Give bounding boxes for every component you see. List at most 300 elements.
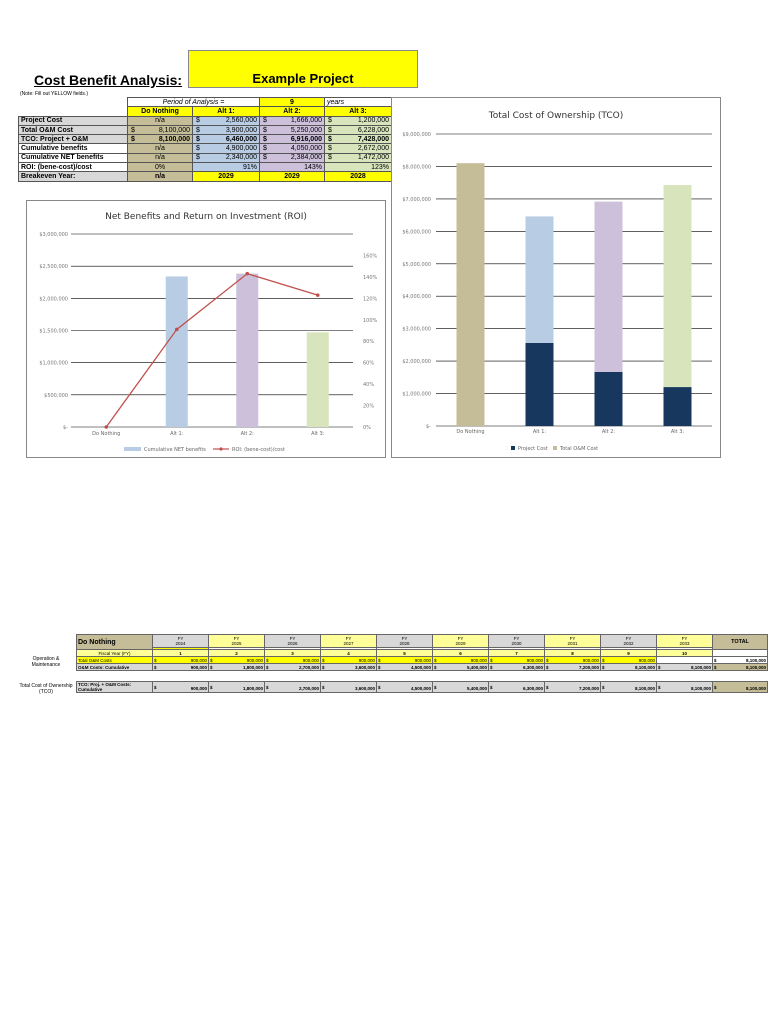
fy-year: 2028	[399, 640, 410, 646]
fy-year: 2033	[679, 640, 690, 646]
fy-year: 2029	[455, 640, 466, 646]
yellow-fields-note: (Note: Fill out YELLOW fields.)	[20, 91, 88, 97]
tco-chart-svg	[392, 98, 720, 457]
fy-header	[545, 635, 601, 648]
legend-label-net-benefits: Cumulative NET benefits	[144, 447, 206, 453]
total-header: TOTAL	[713, 635, 768, 650]
om-amount[interactable]: 900,000	[246, 657, 263, 663]
fy-label: FY	[625, 635, 632, 641]
tco-label-line2: Cumulative	[78, 687, 103, 692]
om-row-label: Total O&M Costs	[77, 657, 153, 664]
roi-point	[245, 272, 249, 276]
om-value	[209, 657, 265, 664]
summary-cell	[193, 153, 260, 162]
tco-amount: 8,100,000	[634, 686, 655, 691]
fy-header	[209, 635, 265, 648]
fiscal-year-value: 1	[153, 650, 209, 657]
summary-cell[interactable]	[193, 144, 260, 153]
fiscal-year-value: 5	[377, 650, 433, 657]
summary-row	[19, 144, 392, 153]
summary-row	[19, 125, 392, 134]
currency-symbol: $	[378, 664, 381, 670]
summary-cell: n/a	[128, 172, 193, 181]
om-amount: 1,800,000	[242, 664, 263, 670]
summary-row-label: Total O&M Cost	[19, 125, 128, 134]
summary-table	[18, 97, 392, 182]
fiscal-year-value: 8	[545, 650, 601, 657]
om-value	[545, 657, 601, 664]
summary-value[interactable]: 4,050,000	[290, 145, 322, 153]
summary-value[interactable]: 5,250,000	[290, 126, 322, 134]
currency-symbol: $	[328, 154, 332, 162]
om-section-label: Operation & Maintenance	[31, 656, 61, 668]
tco-value	[489, 682, 545, 693]
net-benefit-bar	[166, 276, 188, 427]
currency-symbol: $	[266, 664, 269, 670]
fy-header	[153, 635, 209, 648]
summary-cell	[128, 125, 193, 134]
summary-value[interactable]: 2,560,000	[225, 117, 257, 125]
fy-label: FY	[457, 635, 464, 641]
summary-value[interactable]: 2,672,000	[357, 145, 389, 153]
summary-cell	[260, 153, 325, 162]
summary-row	[19, 163, 392, 172]
tco-chart	[391, 97, 721, 458]
om-value	[657, 657, 713, 664]
roi-point	[104, 425, 108, 429]
om-total	[713, 657, 768, 664]
summary-cell: 143%	[260, 163, 325, 172]
x-tick-label: Alt 3:	[670, 429, 685, 435]
fy-label: FY	[569, 635, 576, 641]
currency-symbol: $	[263, 154, 267, 162]
tco-value	[321, 682, 377, 693]
currency-symbol: $	[263, 135, 267, 143]
fy-label: FY	[345, 635, 352, 641]
project-cost-bar	[526, 343, 554, 426]
fy-label: FY	[681, 635, 688, 641]
fiscal-year-blank	[713, 650, 768, 657]
tco-value	[265, 682, 321, 693]
y-tick-label: $2,000,000	[39, 296, 68, 303]
tco-value	[153, 682, 209, 693]
y-tick-label: $2,000,000	[402, 359, 431, 366]
summary-cell[interactable]	[325, 125, 392, 134]
currency-symbol: $	[322, 657, 325, 663]
currency-symbol: $	[328, 126, 332, 134]
currency-symbol: $	[658, 664, 661, 670]
summary-value[interactable]: 3,900,000	[225, 126, 257, 134]
summary-row-label: TCO: Project + O&M	[19, 135, 128, 144]
om-amount[interactable]: 900,000	[190, 657, 207, 663]
fiscal-year-value: 2	[209, 650, 265, 657]
currency-symbol: $	[263, 126, 267, 134]
currency-symbol: $	[328, 145, 332, 153]
tco-amount: 6,300,000	[522, 686, 543, 691]
currency-symbol: $	[154, 657, 157, 663]
tco-amount: 8,100,000	[690, 686, 711, 691]
currency-symbol: $	[490, 664, 493, 670]
om-total	[713, 664, 768, 671]
om-amount: 4,500,000	[410, 664, 431, 670]
project-name-field[interactable]: Example Project	[188, 50, 418, 88]
y-tick-label: $9,000,000	[402, 132, 431, 138]
summary-value: 1,472,000	[357, 154, 389, 162]
tco-row	[77, 682, 768, 693]
om-value	[545, 664, 601, 671]
legend-label-project-cost: Project Cost	[518, 446, 548, 452]
fiscal-year-value: 4	[321, 650, 377, 657]
summary-row-label: Breakeven Year:	[19, 172, 128, 181]
om-row	[77, 657, 768, 664]
om-value	[153, 664, 209, 671]
col-do-nothing[interactable]: Do Nothing	[128, 107, 193, 116]
summary-row	[19, 135, 392, 144]
legend-label-roi: ROI: (bene-cost)/cost	[232, 447, 285, 453]
om-total-amount: 8,100,000	[745, 664, 766, 670]
currency-symbol: $	[322, 664, 325, 670]
currency-symbol: $	[196, 154, 200, 162]
tco-amount: 1,800,000	[242, 686, 263, 691]
currency-symbol: $	[131, 135, 135, 143]
fiscal-year-value: 3	[265, 650, 321, 657]
summary-body	[19, 116, 392, 181]
tco-amount: 4,500,000	[410, 686, 431, 691]
currency-symbol: $	[263, 117, 267, 125]
y-tick-label: $-	[426, 424, 431, 430]
currency-symbol: $	[263, 145, 267, 153]
roi-point	[175, 328, 179, 332]
fy-year: 2031	[567, 640, 578, 646]
om-cost-bar	[526, 216, 554, 343]
currency-symbol: $	[434, 657, 437, 663]
summary-value: 6,460,000	[225, 135, 257, 143]
tco-value	[545, 682, 601, 693]
currency-symbol: $	[196, 145, 200, 153]
om-value	[433, 664, 489, 671]
om-value	[601, 657, 657, 664]
om-amount[interactable]: 900,000	[470, 657, 487, 663]
y2-tick-label: 140%	[363, 274, 378, 281]
fy-header	[489, 635, 545, 648]
currency-symbol: $	[378, 685, 381, 690]
currency-symbol: $	[546, 657, 549, 663]
fy-label: FY	[513, 635, 520, 641]
roi-chart-title: Net Benefits and Return on Investment (ROI)	[105, 212, 307, 222]
om-row	[77, 664, 768, 671]
tco-value	[657, 682, 713, 693]
x-tick-label: Alt 1:	[532, 429, 547, 435]
om-amount: 2,700,000	[298, 664, 319, 670]
currency-symbol: $	[546, 664, 549, 670]
currency-symbol: $	[714, 664, 717, 670]
roi-chart	[26, 200, 386, 458]
om-value	[321, 657, 377, 664]
y2-tick-label: 80%	[363, 339, 375, 346]
tco-value	[433, 682, 489, 693]
summary-value: 6,916,000	[290, 135, 322, 143]
om-value	[433, 657, 489, 664]
legend-swatch-project-cost	[511, 446, 515, 450]
om-value	[153, 657, 209, 664]
legend-label-om-cost: Total O&M Cost	[560, 446, 599, 452]
summary-value[interactable]: 4,900,000	[225, 145, 257, 153]
x-tick-label: Do Nothing	[92, 431, 121, 437]
currency-symbol: $	[210, 657, 213, 663]
currency-symbol: $	[196, 135, 200, 143]
om-value	[601, 664, 657, 671]
summary-cell[interactable]	[325, 144, 392, 153]
summary-row-label: Cumulative benefits	[19, 144, 128, 153]
project-cost-bar	[664, 387, 692, 426]
detail-alt-name: Do Nothing	[77, 635, 153, 650]
fy-year: 2032	[623, 640, 634, 646]
currency-symbol: $	[210, 685, 213, 690]
tco-label-line1: TCO: Proj. + O&M Costs:	[78, 682, 132, 687]
tco-amount: 7,200,000	[578, 686, 599, 691]
currency-symbol: $	[328, 117, 332, 125]
summary-row	[19, 172, 392, 181]
om-amount: 7,200,000	[578, 664, 599, 670]
fy-label: FY	[289, 635, 296, 641]
x-tick-label: Alt 3:	[311, 431, 325, 437]
om-value	[657, 664, 713, 671]
summary-cell: 2029	[193, 172, 260, 181]
summary-cell: 2029	[260, 172, 325, 181]
summary-row	[19, 153, 392, 162]
tco-value	[601, 682, 657, 693]
fy-header	[265, 635, 321, 648]
y2-tick-label: 100%	[363, 317, 378, 324]
y-tick-label: $7,000,000	[402, 196, 431, 203]
x-tick-label: Alt 1:	[170, 431, 184, 437]
currency-symbol: $	[196, 126, 200, 134]
om-value	[377, 657, 433, 664]
summary-cell: n/a	[128, 153, 193, 162]
om-cost-bar	[595, 202, 623, 372]
tco-amount: 2,700,000	[298, 686, 319, 691]
legend-marker-roi	[219, 447, 222, 450]
summary-cell	[193, 135, 260, 144]
currency-symbol: $	[434, 685, 437, 690]
currency-symbol: $	[328, 135, 332, 143]
net-benefit-bar	[236, 274, 258, 427]
fiscal-year-value: 9	[601, 650, 657, 657]
currency-symbol: $	[266, 685, 269, 690]
currency-symbol: $	[378, 657, 381, 663]
tco-section-label: Total Cost of Ownership (TCO)	[19, 683, 73, 695]
summary-row-label: ROI: (bene-cost)/cost	[19, 163, 128, 172]
om-amount: 8,100,000	[634, 664, 655, 670]
summary-row-label: Project Cost	[19, 116, 128, 125]
fy-year: 2025	[231, 640, 242, 646]
legend-swatch-net-benefits	[124, 447, 141, 451]
period-unit: years	[325, 98, 392, 107]
om-amount[interactable]: 900,000	[414, 657, 431, 663]
summary-cell: n/a	[128, 144, 193, 153]
col-alt1[interactable]: Alt 1:	[193, 107, 260, 116]
summary-cell[interactable]	[260, 144, 325, 153]
tco-row-label	[77, 682, 153, 693]
summary-cell: 0%	[128, 163, 193, 172]
fy-year: 2030	[511, 640, 522, 646]
detail-table	[76, 634, 768, 671]
summary-cell	[128, 135, 193, 144]
y2-tick-label: 0%	[363, 425, 371, 431]
om-value	[321, 664, 377, 671]
summary-value[interactable]: 1,666,000	[290, 117, 322, 125]
currency-symbol: $	[602, 657, 605, 663]
fy-header	[601, 635, 657, 648]
y-tick-label: $500,000	[44, 392, 68, 399]
summary-cell: n/a	[128, 116, 193, 125]
fiscal-year-value: 6	[433, 650, 489, 657]
currency-symbol: $	[602, 664, 605, 670]
summary-cell	[325, 135, 392, 144]
summary-cell: 91%	[193, 163, 260, 172]
fy-year: 2027	[343, 640, 354, 646]
summary-value: 2,340,000	[225, 154, 257, 162]
om-amount: 8,100,000	[690, 664, 711, 670]
fiscal-year-label: Fiscal Year (FY)	[77, 650, 153, 657]
x-tick-label: Do Nothing	[456, 429, 485, 435]
y2-tick-label: 20%	[363, 403, 375, 410]
fy-year: 2024	[175, 640, 186, 646]
currency-symbol: $	[210, 664, 213, 670]
y-tick-label: $-	[63, 425, 68, 431]
om-value	[209, 664, 265, 671]
currency-symbol: $	[434, 664, 437, 670]
project-cost-bar	[595, 372, 623, 426]
om-value	[377, 664, 433, 671]
roi-line	[106, 274, 318, 427]
y-tick-label: $4,000,000	[402, 294, 431, 301]
tco-chart-title: Total Cost of Ownership (TCO)	[488, 111, 624, 121]
om-amount: 900,000	[190, 664, 207, 670]
summary-value: 7,428,000	[357, 135, 389, 143]
x-tick-label: Alt 2:	[601, 429, 616, 435]
y-tick-label: $3,000,000	[402, 326, 431, 333]
summary-cell[interactable]	[325, 116, 392, 125]
y2-tick-label: 60%	[363, 360, 375, 367]
y-tick-label: $1,000,000	[402, 391, 431, 398]
om-value	[489, 664, 545, 671]
y-tick-label: $1,000,000	[39, 360, 68, 367]
om-amount[interactable]: 900,000	[358, 657, 375, 663]
om-amount[interactable]: 900,000	[302, 657, 319, 663]
fy-header	[321, 635, 377, 648]
fiscal-year-row	[77, 650, 768, 657]
currency-symbol: $	[131, 126, 135, 134]
summary-cell: 123%	[325, 163, 392, 172]
currency-symbol: $	[196, 117, 200, 125]
summary-cell[interactable]	[260, 125, 325, 134]
om-amount[interactable]: 900,000	[582, 657, 599, 663]
tco-total	[713, 682, 768, 693]
tco-value	[209, 682, 265, 693]
om-amount[interactable]: 900,000	[638, 657, 655, 663]
currency-symbol: $	[714, 657, 717, 663]
summary-cell: 2028	[325, 172, 392, 181]
currency-symbol: $	[714, 685, 717, 690]
fiscal-year-value: 7	[489, 650, 545, 657]
summary-value[interactable]: 6,228,000	[357, 126, 389, 134]
y-tick-label: $8,000,000	[402, 164, 431, 171]
currency-symbol: $	[490, 685, 493, 690]
summary-value[interactable]: 8,100,000	[158, 126, 190, 134]
col-alt2[interactable]: Alt 2:	[260, 107, 325, 116]
tco-amount: 900,000	[190, 686, 207, 691]
summary-row-label: Cumulative NET benefits	[19, 153, 128, 162]
summary-cell[interactable]	[193, 125, 260, 134]
y-tick-label: $1,500,000	[39, 328, 68, 335]
period-value[interactable]: 9	[260, 98, 325, 107]
summary-cell[interactable]	[260, 116, 325, 125]
page-title: Cost Benefit Analysis:	[34, 72, 183, 88]
currency-symbol: $	[546, 685, 549, 690]
summary-value[interactable]: 1,200,000	[357, 117, 389, 125]
summary-cell[interactable]	[193, 116, 260, 125]
y-tick-label: $6,000,000	[402, 229, 431, 236]
om-row-label: O&M Costs: Cumulative	[77, 664, 153, 671]
tco-amount: 3,600,000	[354, 686, 375, 691]
net-benefit-bar	[307, 332, 329, 427]
summary-value: 2,384,000	[290, 154, 322, 162]
summary-value: 8,100,000	[158, 135, 190, 143]
currency-symbol: $	[602, 685, 605, 690]
currency-symbol: $	[658, 685, 661, 690]
currency-symbol: $	[154, 664, 157, 670]
om-total-amount: 8,100,000	[745, 657, 766, 663]
col-alt3[interactable]: Alt 3:	[325, 107, 392, 116]
fiscal-year-value: 10	[657, 650, 713, 657]
om-cost-bar	[457, 163, 485, 426]
fy-header	[657, 635, 713, 648]
summary-cell	[325, 153, 392, 162]
fy-header	[377, 635, 433, 648]
currency-symbol: $	[266, 657, 269, 663]
om-amount[interactable]: 900,000	[526, 657, 543, 663]
fy-label: FY	[233, 635, 240, 641]
om-amount: 6,300,000	[522, 664, 543, 670]
summary-cell	[260, 135, 325, 144]
om-amount: 3,600,000	[354, 664, 375, 670]
y-tick-label: $2,500,000	[39, 264, 68, 271]
tco-amount: 5,400,000	[466, 686, 487, 691]
y-tick-label: $5,000,000	[402, 261, 431, 268]
y2-tick-label: 120%	[363, 296, 378, 303]
detail-header-row	[77, 635, 768, 648]
tco-total-amount: 8,100,000	[745, 686, 766, 691]
fy-label: FY	[177, 635, 184, 641]
tco-detail-table	[76, 681, 768, 693]
y-tick-label: $3,000,000	[39, 232, 68, 238]
legend-swatch-om-cost	[553, 446, 557, 450]
om-amount: 5,400,000	[466, 664, 487, 670]
fy-label: FY	[401, 635, 408, 641]
y2-tick-label: 40%	[363, 382, 375, 389]
period-label: Period of Analysis =	[128, 98, 260, 107]
roi-point	[316, 293, 320, 297]
roi-chart-svg	[27, 201, 385, 457]
om-value	[489, 657, 545, 664]
fy-year: 2026	[287, 640, 298, 646]
tco-value	[377, 682, 433, 693]
currency-symbol: $	[490, 657, 493, 663]
om-value	[265, 657, 321, 664]
y2-tick-label: 160%	[363, 253, 378, 260]
currency-symbol: $	[322, 685, 325, 690]
